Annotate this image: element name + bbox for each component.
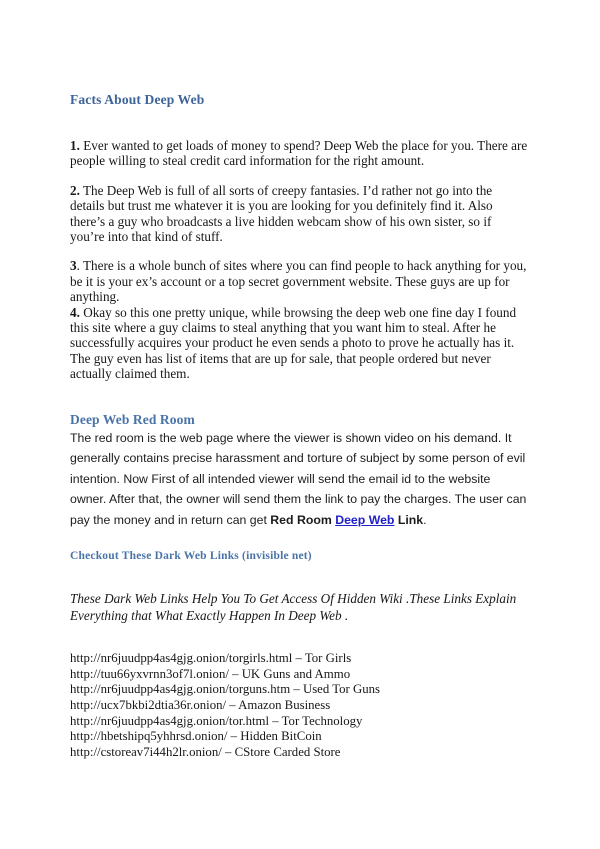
spacer-after-title — [70, 108, 528, 138]
fact-text-2: The Deep Web is full of all sorts of creepy fantasies. I’d rather not go into the details but trust me whatever it is you are looking for you definitely find it. Also there’s a guy who broadcasts a live hidden webcam show of his own sister, so if you’re into that kind of stuff. — [70, 182, 493, 245]
fact-text-1: Ever wanted to get loads of money to spend? Deep Web the place for you. There are people willing to steal credit card information for the right amount. — [70, 138, 528, 169]
list-item[interactable]: http://nr6juudpp4as4gjg.onion/torguns.htm – Used Tor Guns — [70, 682, 381, 697]
document-content — [70, 92, 528, 760]
fact-number-3: 3 — [70, 258, 77, 274]
spacer-before-intro — [70, 564, 528, 591]
spacer-before-checkout — [70, 530, 528, 548]
fact-number-2: 2. — [70, 182, 80, 198]
fact-text-4: Okay so this one pretty unique, while browsing the deep web one fine day I found this site where a guy claims to steal anything that you want him to steal. After he successfully acquires your product he even sends a photo to prove he actually has it. The guy even has list of items that are up for sale, that people ordered but never actually claimed them. — [70, 304, 517, 382]
fact-paragraph-4 — [70, 305, 528, 382]
list-item[interactable]: http://nr6juudpp4as4gjg.onion/tor.html – Tor Technology — [70, 713, 363, 728]
red-room-bold-after-link: Link — [394, 512, 424, 527]
red-room-body-end: . — [423, 512, 427, 527]
fact-number-4: 4. — [70, 304, 80, 320]
spacer-before-links — [70, 624, 528, 651]
fact-paragraph-2 — [70, 183, 528, 245]
checkout-heading: Checkout These Dark Web Links (invisible net) — [70, 550, 312, 563]
spacer-before-red-room — [70, 382, 528, 412]
red-room-body: The red room is the web page where the viewer is shown video on his demand. It generally contains precise harassment and torture of subject by some person of evil intention. Now First of all intended viewer will send the email id to the website owner. After that, the owner will send them the link to pay the charges. The user can pay the money and in return can get — [70, 430, 527, 527]
list-item[interactable]: http://ucx7bkbi2dtia36r.onion/ – Amazon Business — [70, 697, 331, 712]
dark-web-link-list — [70, 651, 528, 760]
fact-paragraph-1 — [70, 138, 528, 169]
deep-web-link[interactable]: Deep Web — [335, 512, 395, 527]
list-item[interactable]: http://cstoreav7i44h2lr.onion/ – CStore Carded Store — [70, 744, 341, 759]
red-room-paragraph — [70, 428, 528, 531]
red-room-heading: Deep Web Red Room — [70, 411, 195, 427]
red-room-bold-before-link: Red Room — [270, 512, 336, 527]
list-item[interactable]: http://tuu66yxvrnn3of7l.onion/ – UK Guns and Ammo — [70, 666, 351, 681]
spacer-1 — [70, 169, 528, 183]
page-title: Facts About Deep Web — [70, 92, 205, 107]
fact-text-3: . There is a whole bunch of sites where you can find people to hack anything for you, be it is your ex’s account or a top secret government website. These guys are up for anything. — [70, 258, 527, 305]
list-item[interactable]: http://nr6juudpp4as4gjg.onion/torgirls.html – Tor Girls — [70, 651, 352, 666]
list-item[interactable]: http://hbetshipq5yhhrsd.onion/ – Hidden BitCoin — [70, 729, 322, 744]
fact-number-1: 1. — [70, 138, 80, 153]
spacer-2 — [70, 244, 528, 258]
fact-paragraph-3 — [70, 258, 528, 304]
checkout-intro: These Dark Web Links Help You To Get Access Of Hidden Wiki .These Links Explain Everything that What Exactly Happen In Deep Web . — [70, 591, 517, 623]
